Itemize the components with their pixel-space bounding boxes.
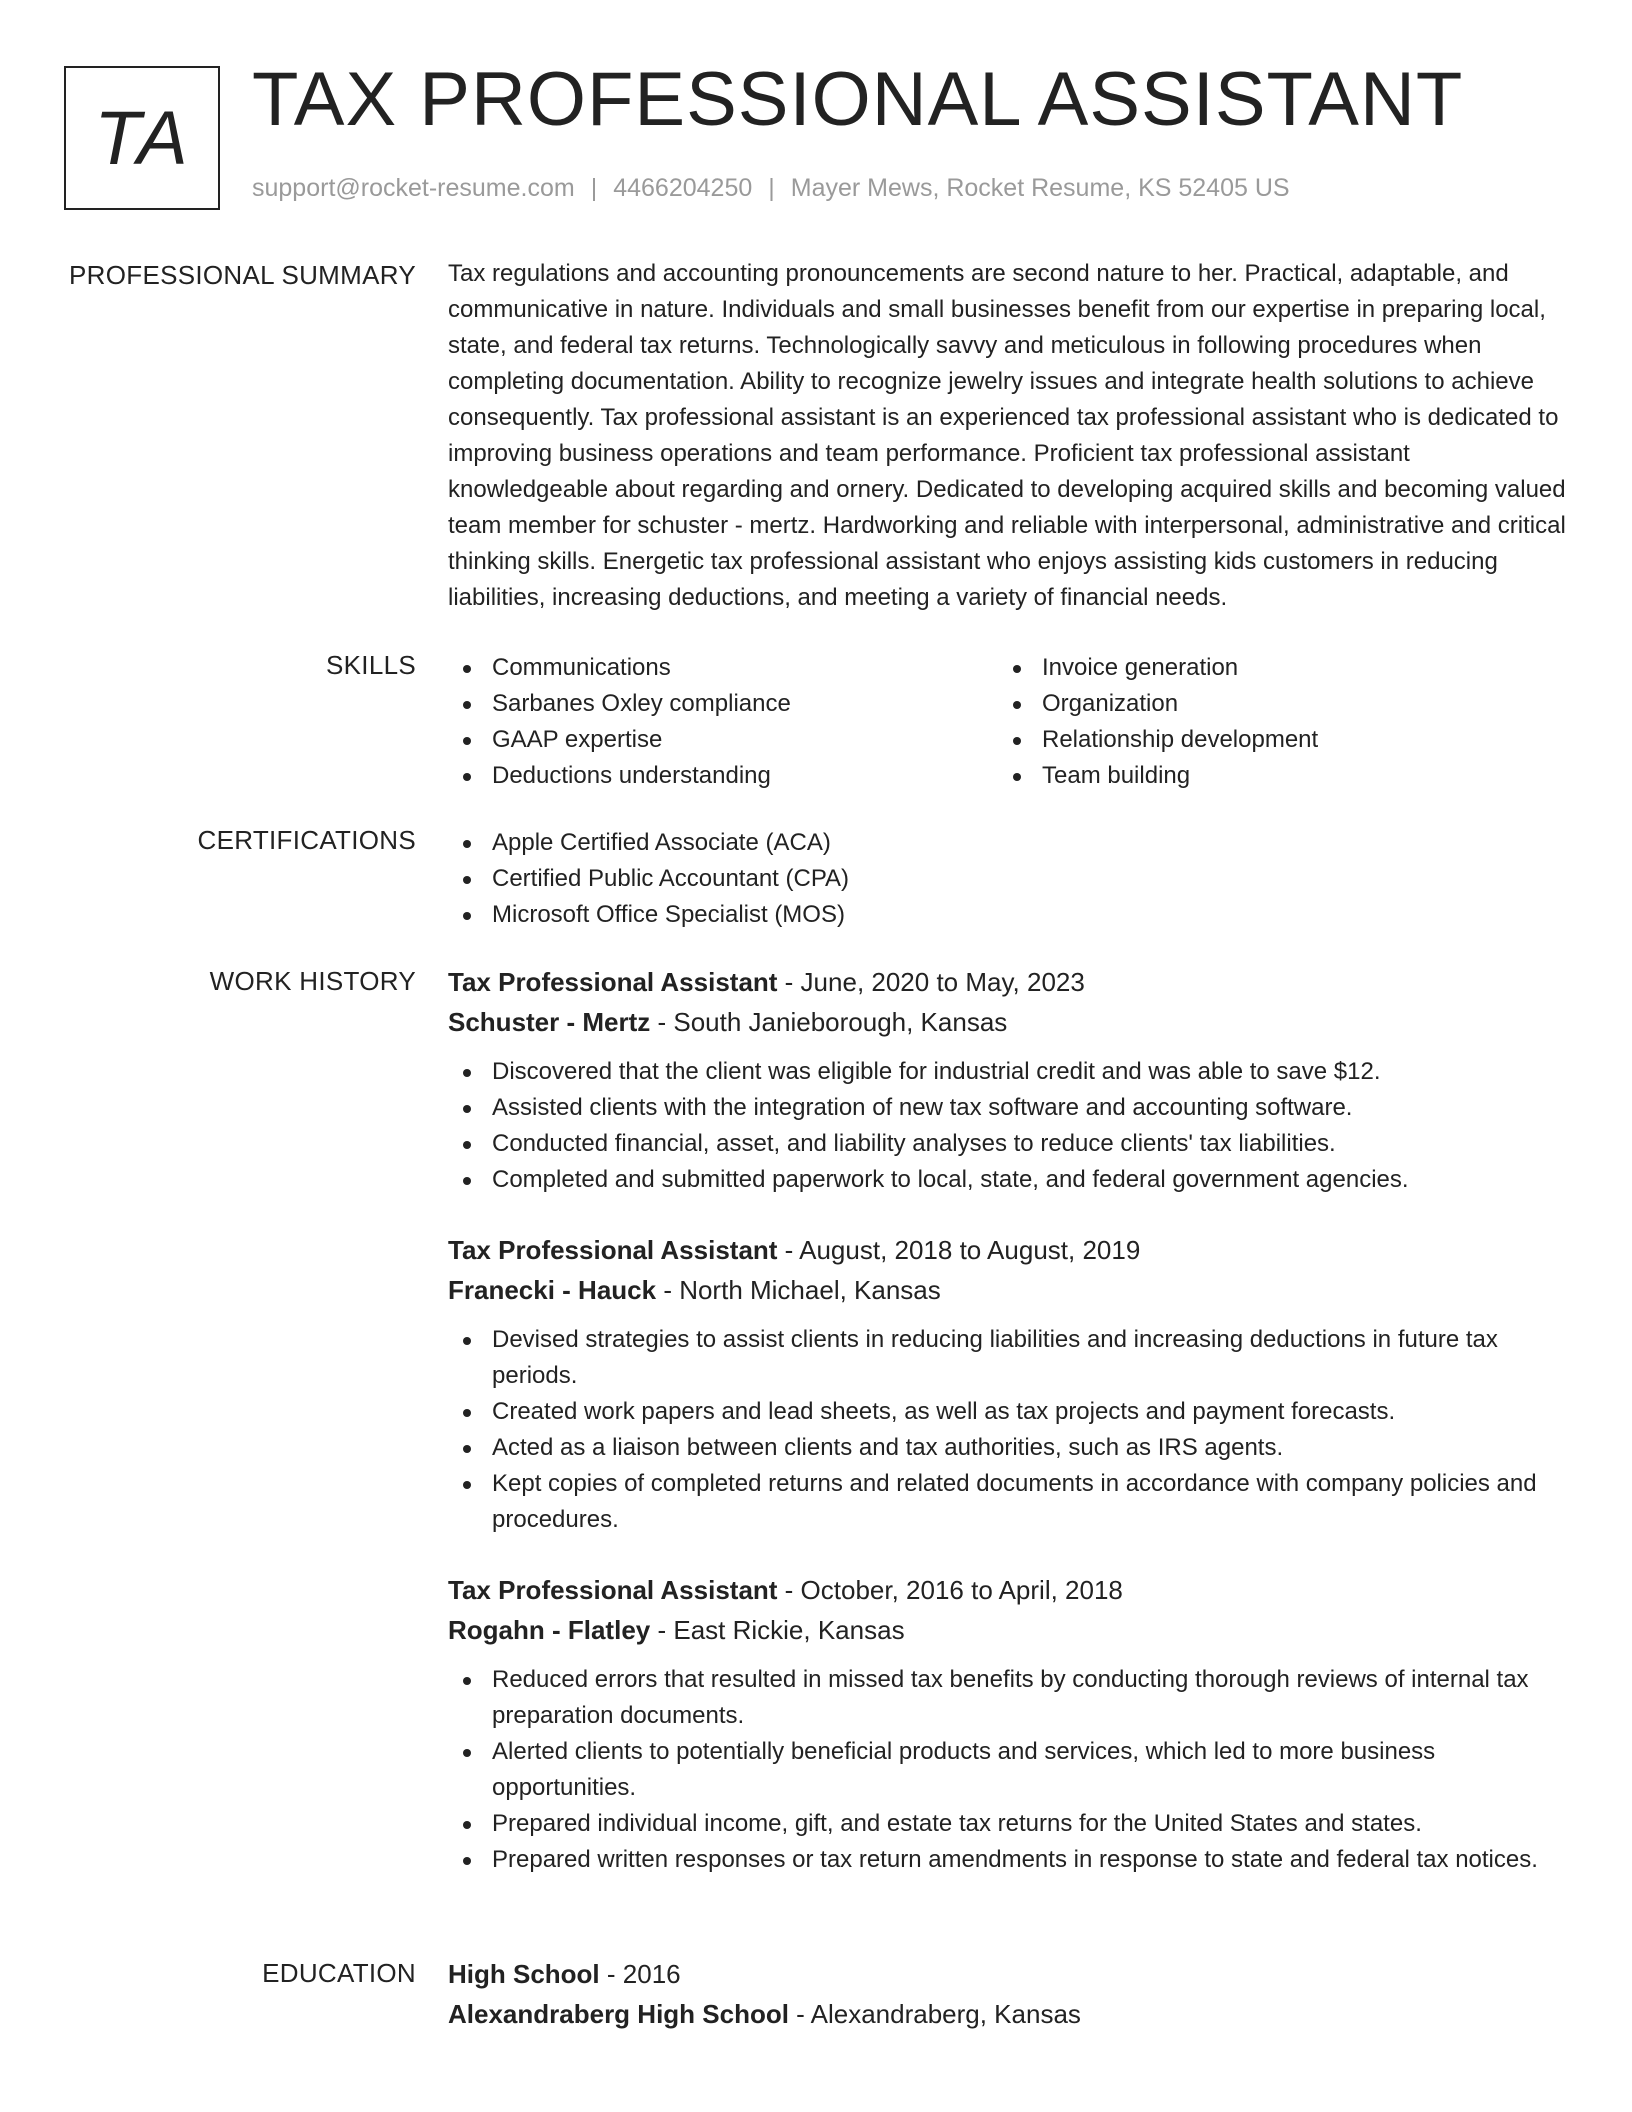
- summary-heading: PROFESSIONAL SUMMARY: [69, 260, 416, 290]
- education-body: [448, 1954, 1568, 2034]
- list-item: Invoice generation: [998, 650, 1548, 686]
- job-location: - North Michael, Kansas: [656, 1275, 941, 1305]
- monogram-text: TA: [94, 95, 190, 181]
- list-item: Alerted clients to potentially beneficial products and services, which led to more business opportunities.: [448, 1734, 1568, 1806]
- job-company-line: [448, 1270, 1568, 1310]
- education-school-line: [448, 1994, 1568, 2034]
- job-dates: - October, 2016 to April, 2018: [777, 1575, 1123, 1605]
- list-item: Created work papers and lead sheets, as well as tax projects and payment forecasts.: [448, 1394, 1568, 1430]
- education-location: - Alexandraberg, Kansas: [788, 1999, 1081, 2029]
- contact-phone[interactable]: 4466204250: [613, 174, 753, 202]
- skills-list-right: [998, 650, 1548, 794]
- contact-email[interactable]: support@rocket-resume.com: [252, 174, 575, 202]
- job-bullets: [448, 1662, 1568, 1878]
- skills-list-left: [448, 650, 998, 794]
- list-item: Team building: [998, 758, 1548, 794]
- job-title-line: [448, 1570, 1568, 1610]
- job-title-line: [448, 962, 1568, 1002]
- list-item: Prepared individual income, gift, and estate tax returns for the United States and states.: [448, 1806, 1568, 1842]
- list-item: Reduced errors that resulted in missed tax benefits by conducting thorough reviews of internal tax preparation documents.: [448, 1662, 1568, 1734]
- list-item: Acted as a liaison between clients and tax authorities, such as IRS agents.: [448, 1430, 1568, 1466]
- job-location: - South Janieborough, Kansas: [650, 1007, 1008, 1037]
- contact-separator: |: [590, 174, 598, 202]
- list-item: Conducted financial, asset, and liability analyses to reduce clients' tax liabilities.: [448, 1126, 1568, 1162]
- list-item: GAAP expertise: [448, 722, 998, 758]
- list-item: Prepared written responses or tax return amendments in response to state and federal tax notices.: [448, 1842, 1568, 1878]
- education-school: Alexandraberg High School: [448, 1999, 789, 2029]
- work-history-body: [448, 962, 1568, 1878]
- job-bullets: [448, 1322, 1568, 1538]
- list-item: Discovered that the client was eligible for industrial credit and was able to save $12.: [448, 1054, 1568, 1090]
- list-item: Apple Certified Associate (ACA): [448, 825, 1568, 861]
- job-dates: - June, 2020 to May, 2023: [777, 967, 1085, 997]
- job-company-line: [448, 1002, 1568, 1042]
- job-company: Rogahn - Flatley: [448, 1615, 651, 1645]
- job-role: Tax Professional Assistant: [448, 1575, 778, 1605]
- job-entry: [448, 962, 1568, 1198]
- job-company: Schuster - Mertz: [448, 1007, 651, 1037]
- list-item: Assisted clients with the integration of new tax software and accounting software.: [448, 1090, 1568, 1126]
- monogram-box: [64, 66, 220, 210]
- job-role: Tax Professional Assistant: [448, 967, 778, 997]
- job-role: Tax Professional Assistant: [448, 1235, 778, 1265]
- job-bullets: [448, 1054, 1568, 1198]
- job-entry: [448, 1230, 1568, 1538]
- education-degree-line: [448, 1954, 1568, 1994]
- resume-name: TAX PROFESSIONAL ASSISTANT: [252, 57, 1464, 142]
- skills-heading: SKILLS: [326, 650, 416, 680]
- contact-line: [252, 174, 1290, 203]
- list-item: Microsoft Office Specialist (MOS): [448, 897, 1568, 933]
- list-item: Deductions understanding: [448, 758, 998, 794]
- education-degree: High School: [448, 1959, 600, 1989]
- list-item: Sarbanes Oxley compliance: [448, 686, 998, 722]
- list-item: Completed and submitted paperwork to local, state, and federal government agencies.: [448, 1162, 1568, 1198]
- certifications-list: [448, 825, 1568, 933]
- certifications-body: [448, 825, 1568, 933]
- job-company: Franecki - Hauck: [448, 1275, 657, 1305]
- education-year: - 2016: [599, 1959, 681, 1989]
- job-dates: - August, 2018 to August, 2019: [777, 1235, 1141, 1265]
- certifications-heading: CERTIFICATIONS: [197, 825, 416, 855]
- job-entry: [448, 1570, 1568, 1878]
- summary-text: Tax regulations and accounting pronouncements are second nature to her. Practical, adaptable, and communicative in nature. Individuals and small businesses benefit from our expertise in preparing local, state, and federal tax returns. Technologically savvy and meticulous in following procedures when completing documentation. Ability to recognize jewelry issues and integrate health solutions to achieve consequently. Tax professional assistant is an experienced tax professional assistant who is dedicated to improving business operations and team performance. Proficient tax professional assistant knowledgeable about regarding and ornery. Dedicated to developing acquired skills and becoming valued team member for schuster - mertz. Hardworking and reliable with interpersonal, administrative and critical thinking skills. Energetic tax professional assistant who enjoys assisting kids customers in reducing liabilities, increasing deductions, and meeting a variety of financial needs.: [448, 260, 1566, 611]
- education-heading: EDUCATION: [262, 1958, 416, 1988]
- list-item: Kept copies of completed returns and related documents in accordance with company policies and procedures.: [448, 1466, 1568, 1538]
- contact-separator: |: [768, 174, 775, 202]
- list-item: Certified Public Accountant (CPA): [448, 861, 1568, 897]
- job-company-line: [448, 1610, 1568, 1650]
- list-item: Devised strategies to assist clients in reducing liabilities and increasing deductions in future tax periods.: [448, 1322, 1568, 1394]
- list-item: Communications: [448, 650, 998, 686]
- contact-address: Mayer Mews, Rocket Resume, KS 52405 US: [790, 174, 1290, 202]
- skills-body: [448, 650, 1568, 794]
- list-item: Relationship development: [998, 722, 1548, 758]
- job-title-line: [448, 1230, 1568, 1270]
- work-history-heading: WORK HISTORY: [209, 966, 416, 996]
- list-item: Organization: [998, 686, 1548, 722]
- job-location: - East Rickie, Kansas: [650, 1615, 905, 1645]
